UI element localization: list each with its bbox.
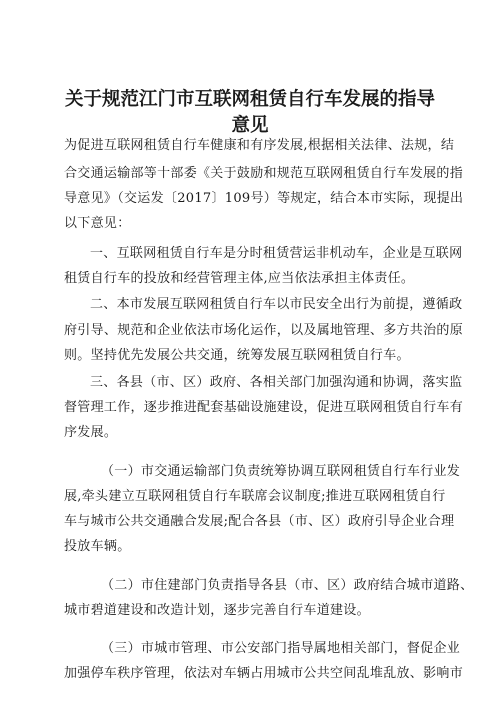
body-line: 合交通运输部等十部委《关于鼓励和规范互联网租赁自行车发展的指 bbox=[64, 166, 464, 181]
document-title-line-2: 意见 bbox=[231, 115, 269, 136]
body-line: 租赁自行车的投放和经营管理主体,应当依法承担主体责任。 bbox=[64, 271, 415, 286]
body-line: 导意见》（交运发〔2017〕109号）等规定，结合本市实际，现提出 bbox=[64, 191, 464, 206]
body-line: 三、各县（市、区）政府、各相关部门加强沟通和协调，落实监 bbox=[90, 375, 463, 390]
body-line: 加强停车秩序管理，依法对车辆占用城市公共空间乱堆乱放、影响市 bbox=[64, 666, 464, 681]
body-line: 车与城市公共交通融合发展;配合各县（市、区）政府引导企业合理 bbox=[64, 514, 455, 529]
body-line: 府引导、规范和企业依法市场化运作，以及属地管理、多方共治的原 bbox=[64, 323, 464, 338]
body-line: 一、互联网租赁自行车是分时租赁营运非机动车，企业是互联网 bbox=[90, 246, 463, 261]
body-line: 二、本市发展互联网租赁自行车以市民安全出行为前提，遵循政 bbox=[90, 297, 463, 312]
body-line: （三）市城市管理、市公安部门指导属地相关部门，督促企业 bbox=[101, 641, 461, 656]
body-line: 督管理工作，逐步推进配套基础设施建设，促进互联网租赁自行车有 bbox=[64, 400, 464, 415]
body-line: （二）市住建部门负责指导各县（市、区）政府结合城市道路、 bbox=[101, 578, 474, 593]
body-line: 投放车辆。 bbox=[64, 539, 131, 554]
body-line: 以下意见： bbox=[64, 216, 131, 231]
document-title-line-1: 关于规范江门市互联网租赁自行车发展的指导 bbox=[64, 89, 435, 110]
body-line: 为促进互联网租赁自行车健康和有序发展,根据相关法律、法规，结 bbox=[64, 138, 455, 153]
body-line: 则。坚持优先发展公共交通，统筹发展互联网租赁自行车。 bbox=[64, 348, 410, 363]
body-line: 城市碧道建设和改造计划，逐步完善自行车道建设。 bbox=[64, 603, 370, 618]
body-line: 序发展。 bbox=[64, 425, 118, 440]
body-line: 展,牵头建立互联网租赁自行车联席会议制度;推进互联网租赁自行 bbox=[64, 489, 446, 504]
body-line: （一）市交通运输部门负责统筹协调互联网租赁自行车行业发 bbox=[101, 464, 461, 479]
